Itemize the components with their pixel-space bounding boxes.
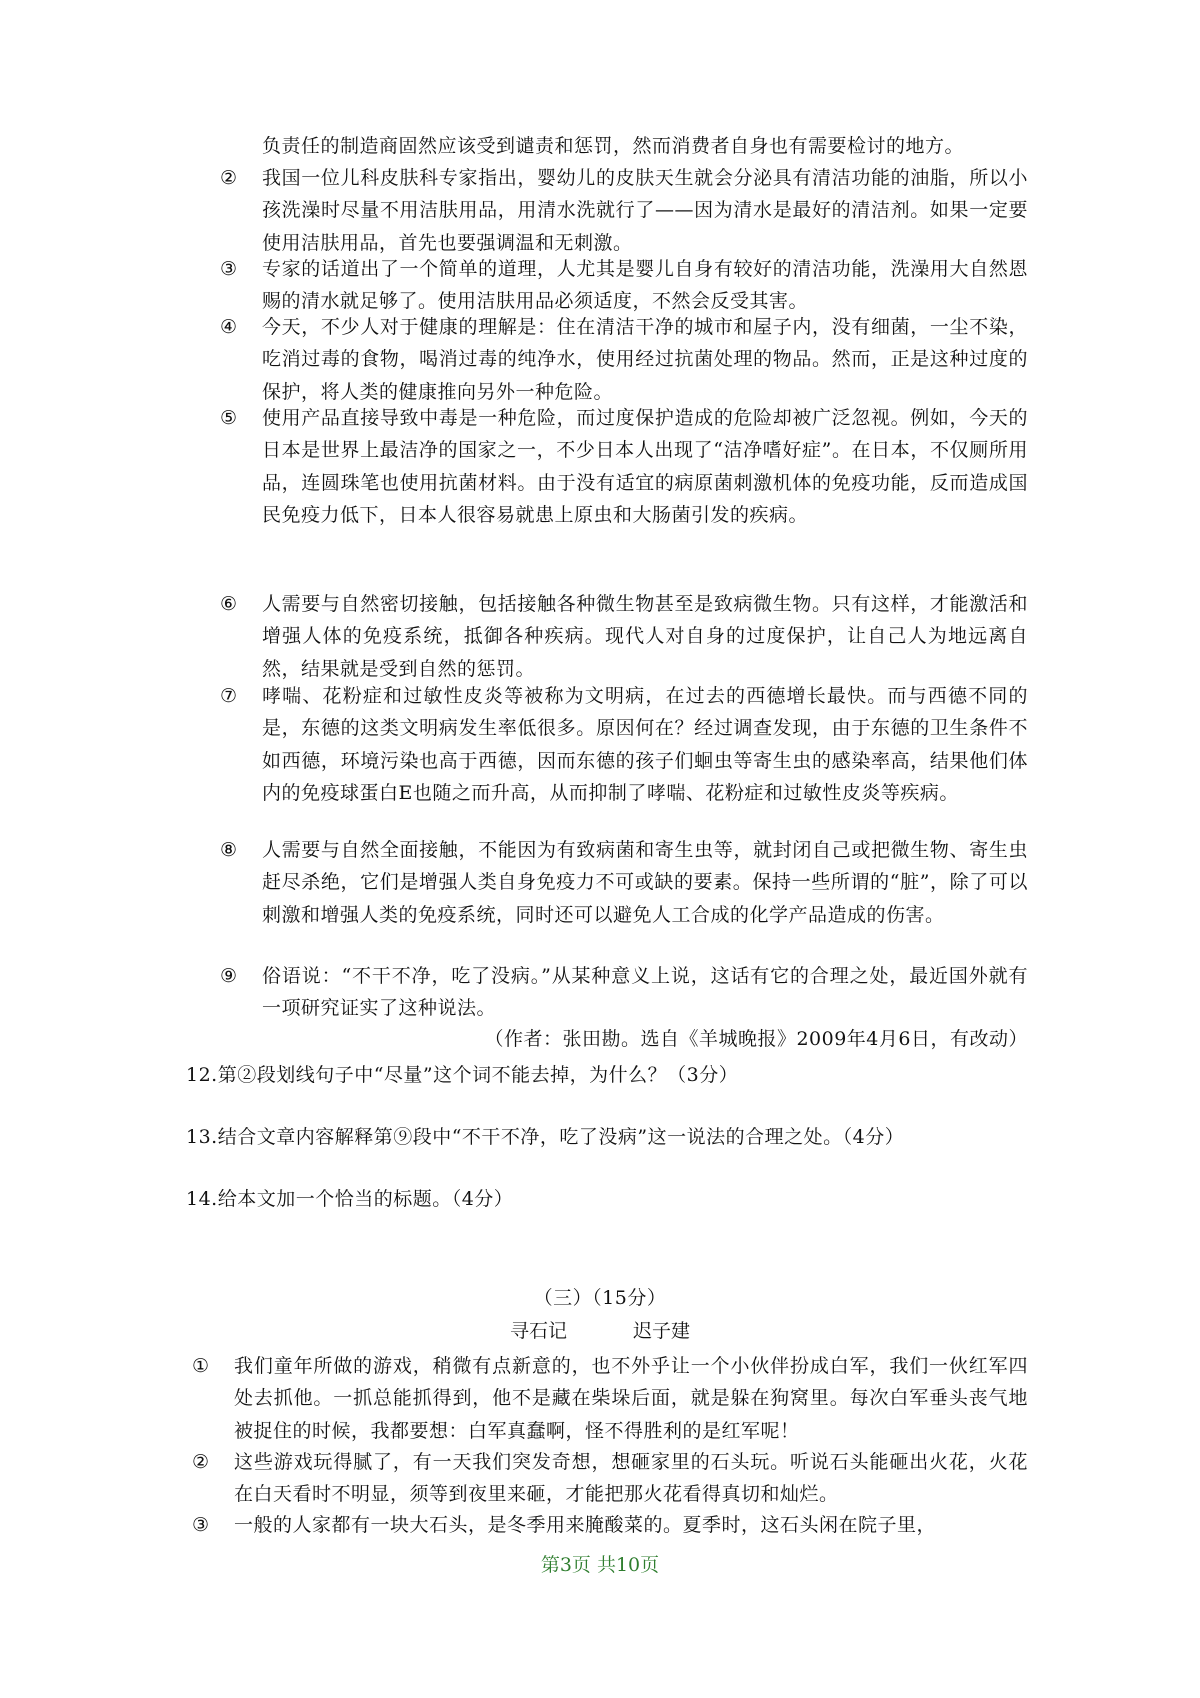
question-12: 12.第②段划线句子中“尽量”这个词不能去掉，为什么？（3分） bbox=[186, 1064, 739, 1086]
paragraph-text: 一般的人家都有一块大石头，是冬季用来腌酸菜的。夏季时，这石头闲在院子里， bbox=[234, 1514, 937, 1536]
paragraph-text: 哮喘、花粉症和过敏性皮炎等被称为文明病，在过去的西德增长最快。而与西德不同的是，东德的这类文明病发生率低很多。原因何在？经过调查发现，由于东德的卫生条件不如西德，环境污染也高于西德，因而东德的孩子们蛔虫等寄生虫的感染率高，结果他们体内的免疫球蛋白E也随之而升高，从而抑制了哮喘、花粉症和过敏性皮炎等疾病。 bbox=[262, 685, 1028, 805]
article-paragraph-2 bbox=[220, 162, 1028, 259]
story-title-line bbox=[0, 1316, 1200, 1343]
paragraph-number: ③ bbox=[192, 1514, 210, 1536]
paragraph-text: 人需要与自然密切接触，包括接触各种微生物甚至是致病微生物。只有这样，才能激活和增强人体的免疫系统，抵御各种疾病。现代人对自身的过度保护，让自己人为地远离自然，结果就是受到自然的惩罚。 bbox=[262, 593, 1028, 680]
article-paragraph-4 bbox=[220, 311, 1028, 408]
article-paragraph-3 bbox=[220, 253, 1028, 318]
paragraph-number: ⑥ bbox=[220, 593, 238, 615]
article-paragraph-5 bbox=[220, 402, 1028, 532]
paragraph-text: 使用产品直接导致中毒是一种危险，而过度保护造成的危险却被广泛忽视。例如，今天的日本是世界上最洁净的国家之一，不少日本人出现了“洁净嗜好症”。在日本，不仅厕所用品，连圆珠笔也使用抗菌材料。由于没有适宜的病原菌刺激机体的免疫功能，反而造成国民免疫力低下，日本人很容易就患上原虫和大肠菌引发的疾病。 bbox=[262, 407, 1028, 527]
paragraph-number: ⑦ bbox=[220, 685, 238, 707]
story-paragraph-1 bbox=[192, 1350, 1028, 1447]
paragraph-number: ⑧ bbox=[220, 839, 238, 861]
story-paragraph-3 bbox=[192, 1509, 1028, 1541]
story-title: 寻石记 bbox=[509, 1320, 567, 1342]
paragraph-number: ③ bbox=[220, 258, 238, 280]
article-paragraph-8 bbox=[220, 834, 1028, 931]
paragraph-number: ⑤ bbox=[220, 407, 238, 429]
paragraph-text: 我国一位儿科皮肤科专家指出，婴幼儿的皮肤天生就会分泌具有清洁功能的油脂，所以小孩洗澡时尽量不用洁肤用品，用清水洗就行了——因为清水是最好的清洁剂。如果一定要使用洁肤用品，首先也要强调温和无刺激。 bbox=[262, 167, 1028, 254]
paragraph-text: 今天，不少人对于健康的理解是：住在清洁干净的城市和屋子内，没有细菌，一尘不染，吃消过毒的食物，喝消过毒的纯净水，使用经过抗菌处理的物品。然而，正是这种过度的保护，将人类的健康推向另外一种危险。 bbox=[262, 316, 1028, 403]
paragraph-number: ① bbox=[192, 1355, 210, 1377]
article-paragraph-6 bbox=[220, 588, 1028, 685]
paragraph-number: ② bbox=[220, 167, 238, 189]
paragraph-text: 我们童年所做的游戏，稍微有点新意的，也不外乎让一个小伙伴扮成白军，我们一伙红军四处去抓他。一抓总能抓得到，他不是藏在柴垛后面，就是躲在狗窝里。每次白军垂头丧气地被捉住的时候，我都要想：白军真蠢啊，怪不得胜利的是红军呢！ bbox=[234, 1355, 1028, 1442]
paragraph-number: ② bbox=[192, 1451, 210, 1473]
story-author: 迟子建 bbox=[633, 1320, 691, 1342]
story-paragraph-2 bbox=[192, 1446, 1028, 1511]
paragraph-number: ④ bbox=[220, 316, 238, 338]
paragraph-number: ⑨ bbox=[220, 965, 238, 987]
section-3-header: （三）（15分） bbox=[533, 1287, 667, 1309]
paragraph-text: 这些游戏玩得腻了，有一天我们突发奇想，想砸家里的石头玩。听说石头能砸出火花，火花在白天看时不明显，须等到夜里来砸，才能把那火花看得真切和灿烂。 bbox=[234, 1451, 1028, 1506]
article-attribution: （作者：张田勘。选自《羊城晚报》2009年4月6日，有改动） bbox=[484, 1028, 1028, 1050]
question-13: 13.结合文章内容解释第⑨段中“不干不净，吃了没病”这一说法的合理之处。（4分） bbox=[186, 1126, 905, 1148]
paragraph-text: 人需要与自然全面接触，不能因为有致病菌和寄生虫等，就封闭自己或把微生物、寄生虫赶尽杀绝，它们是增强人类自身免疫力不可或缺的要素。保持一些所谓的“脏”，除了可以刺激和增强人类的免疫系统，同时还可以避免人工合成的化学产品造成的伤害。 bbox=[262, 839, 1028, 926]
article-intro-line: 负责任的制造商固然应该受到谴责和惩罚，然而消费者自身也有需要检讨的地方。 bbox=[262, 135, 965, 157]
page-footer: 第3页 共10页 bbox=[540, 1554, 660, 1576]
article-paragraph-9 bbox=[220, 960, 1028, 1025]
article-paragraph-7 bbox=[220, 680, 1028, 810]
question-14: 14.给本文加一个恰当的标题。（4分） bbox=[186, 1188, 514, 1210]
paragraph-text: 俗语说：“不干不净，吃了没病。”从某种意义上说，这话有它的合理之处，最近国外就有一项研究证实了这种说法。 bbox=[262, 965, 1028, 1020]
paragraph-text: 专家的话道出了一个简单的道理，人尤其是婴儿自身有较好的清洁功能，洗澡用大自然恩赐的清水就足够了。使用洁肤用品必须适度，不然会反受其害。 bbox=[262, 258, 1028, 313]
